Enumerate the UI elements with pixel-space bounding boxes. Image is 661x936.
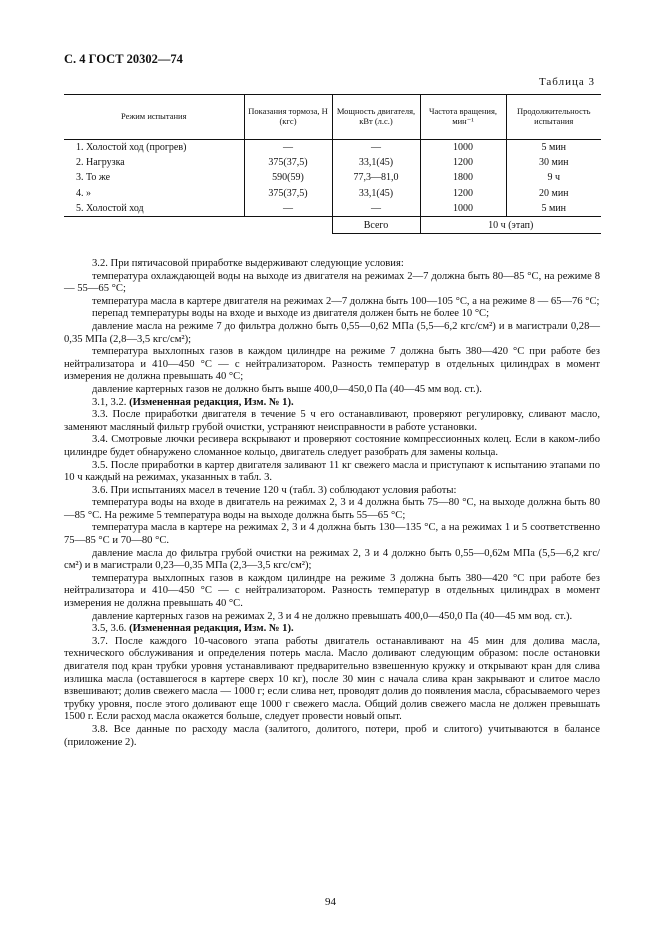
table-total-row: [64, 217, 601, 234]
table-cell: 33,1(45): [332, 155, 420, 170]
paragraph: температура охлаждающей воды на выходе из двигателя на режимах 2—7 должна быть 80—85 °С, на режиме 8 — 55—65 °С;: [64, 270, 600, 295]
table-cell: 1200: [420, 155, 506, 170]
table-cell: 375(37,5): [244, 186, 332, 201]
paragraph: перепад температуры воды на входе и выходе из двигателя должен быть не более 10 °С;: [92, 308, 490, 320]
amendment-text: (Измененная редакция, Изм. № 1).: [129, 396, 294, 408]
table-cell: 9 ч: [506, 171, 601, 186]
table-header-cell: Продолжительность испытания: [506, 95, 601, 140]
table-header-cell: Мощность двигателя, кВт (л.с.): [332, 95, 420, 140]
table-row: [64, 140, 601, 156]
paragraph: температура воды на входе в двигатель на режимах 2, 3 и 4 должна быть 75—80 °С, на выходе должна быть 80—85 °С. На режиме 5 температура воды на выходе должна быть 55—65 °С;: [64, 497, 600, 521]
table-header-row: [64, 95, 601, 140]
paragraph: 3.2. При пятичасовой приработке выдерживают следующие условия:: [92, 258, 404, 269]
table-cell: 5 мин: [506, 140, 601, 156]
table-cell: 1. Холостой ход (прогрев): [76, 141, 187, 153]
paragraph: 3.8. Все данные по расходу масла (залитого, долитого, потери, проб и слитого) учитываются в балансе (приложение 2).: [64, 723, 600, 748]
paragraph: 3.6. При испытаниях масел в течение 120 ч (табл. 3) соблюдают условия работы:: [92, 484, 457, 496]
amendment-number: 3.5, 3.6.: [92, 623, 127, 635]
paragraph: 3.7. После каждого 10-часового этапа работы двигатель останавливают на 45 мин для долива масла, технического обслуживания и определения потерь масла. Масло доливают следующим образом: после остановки двигателя под кран трубки уровня устанавливают предварительно взвешенную кружку и открывают кран для слива излишка масла (оставшегося в картере сверх 10 кг), после 30 мин с начала слива кран закрывают и слитое масло взвешивают; долив свежего масла — 1000 г; если слива нет, проводят долив до появления масла, сбрасываемого через трубку уровня, после этого доливают еще 1000 г свежего масла. Общий долив свежего масла не должен превышать 1500 г. Если расход масла окажется больше, следует провести новый опыт.: [64, 635, 600, 723]
paragraph: температура выхлопных газов в каждом цилиндре на режиме 3 должна быть 380—420 °С при работе без нейтрализатора и 410—450 °С — с нейтрализатором. Разность температур в отдельных цилиндрах в момент измерения не должна превышать 40 °С.: [64, 572, 600, 610]
table-cell: —: [332, 201, 420, 217]
table-header-cell: Частота вращения, мин⁻¹: [420, 95, 506, 140]
amendment-note: [64, 623, 600, 636]
body-text: [64, 258, 600, 749]
paragraph: 3.4. Смотровые лючки ресивера вскрывают и проверяют состояние компрессионных колец. Если в каком-либо цилиндре будет обнаружено сломанное кольцо, двигатель следует разобрать для замены кольца.: [64, 434, 600, 458]
amendment-text: (Измененная редакция, Изм. № 1).: [129, 623, 294, 635]
page-header: С. 4 ГОСТ 20302—74: [64, 52, 183, 66]
paragraph: 3.3. После приработки двигателя в течение 5 ч его останавливают, проверяют регулировку, сливают масло, заменяют масляный фильтр грубой очистки, устраняют неисправности в работе установки.: [64, 409, 600, 433]
table-cell: 77,3—81,0: [332, 171, 420, 186]
table-row: [64, 155, 601, 170]
table-cell: 2. Нагрузка: [76, 157, 125, 169]
table-cell: 1000: [420, 140, 506, 156]
amendment-number: 3.1, 3.2.: [92, 396, 127, 408]
table-cell: 590(59): [244, 171, 332, 186]
paragraph: давление масла на режиме 7 до фильтра должно быть 0,55—0,62 МПа (5,5—6,2 кгс/см²) и в магистрали 0,28—0,35 МПа (2,8—3,5 кгс/см²);: [64, 320, 600, 345]
table-cell: 5. Холостой ход: [64, 201, 244, 217]
table-cell: 1000: [420, 201, 506, 217]
table-cell-empty: [244, 217, 332, 234]
paragraph: температура масла в картере на режимах 2, 3 и 4 должна быть 130—135 °С, а на режимах 1 и 5 соответственно 75—85 °С и 70—80 °С.: [64, 522, 600, 547]
table-row: [64, 186, 601, 201]
table-header-cell: Показания тормоза, Н (кгс): [244, 95, 332, 140]
paragraph: давление масла до фильтра грубой очистки на режимах 2, 3 и 4 должно быть 0,55—0,62м МПа (5,5—6,2 кгс/см²) и в магистрали 0,23—0,35 МПа (2,3—3,5 кгс/см²);: [64, 547, 600, 572]
table-cell: —: [332, 140, 420, 156]
total-value: 10 ч (этап): [420, 217, 601, 234]
table-row: [64, 201, 601, 217]
table-cell: —: [244, 201, 332, 217]
table-cell: 3. То же: [76, 172, 111, 184]
paragraph: давление картерных газов не должно быть выше 400,0—450,0 Па (40—45 мм вод. ст.).: [92, 383, 482, 395]
table-cell: 30 мин: [506, 155, 601, 170]
table-header-cell: Режим испытания: [64, 95, 244, 140]
table-cell-empty: [64, 217, 244, 234]
total-label: Всего: [332, 217, 420, 234]
table-cell: 375(37,5): [244, 155, 332, 170]
table-cell: 5 мин: [506, 201, 601, 217]
test-modes-table: [64, 94, 601, 234]
page-number: 94: [325, 896, 336, 908]
table-cell: 20 мин: [506, 186, 601, 201]
table-cell: 4. »: [76, 187, 91, 199]
paragraph: 3.5. После приработки в картер двигателя заливают 11 кг свежего масла и приступают к испытанию этапами по 10 ч каждый на режимах, указанных в табл. 3.: [64, 459, 600, 484]
amendment-note: [64, 397, 600, 410]
paragraph: температура масла в картере двигателя на режимах 2—7 должна быть 100—105 °С, а на режиме 8 — 65—76 °С;: [92, 295, 600, 307]
table-cell: 1800: [420, 171, 506, 186]
table-caption: Таблица 3: [538, 76, 595, 88]
table-cell: —: [244, 140, 332, 156]
paragraph: температура выхлопных газов в каждом цилиндре на режиме 7 должна быть 380—420 °С при работе без нейтрализатора и 410—450 °С — с нейтрализатором. Разность температур в отдельных цилиндрах в момент измерения не должна превышать 40 °С;: [64, 346, 600, 383]
table-row: [64, 171, 601, 186]
table-cell: 33,1(45): [332, 186, 420, 201]
paragraph: давление картерных газов на режимах 2, 3 и 4 не должно превышать 400,0—450,0 Па (40—45 мм вод. ст.).: [92, 610, 573, 622]
table-cell: 1200: [420, 186, 506, 201]
